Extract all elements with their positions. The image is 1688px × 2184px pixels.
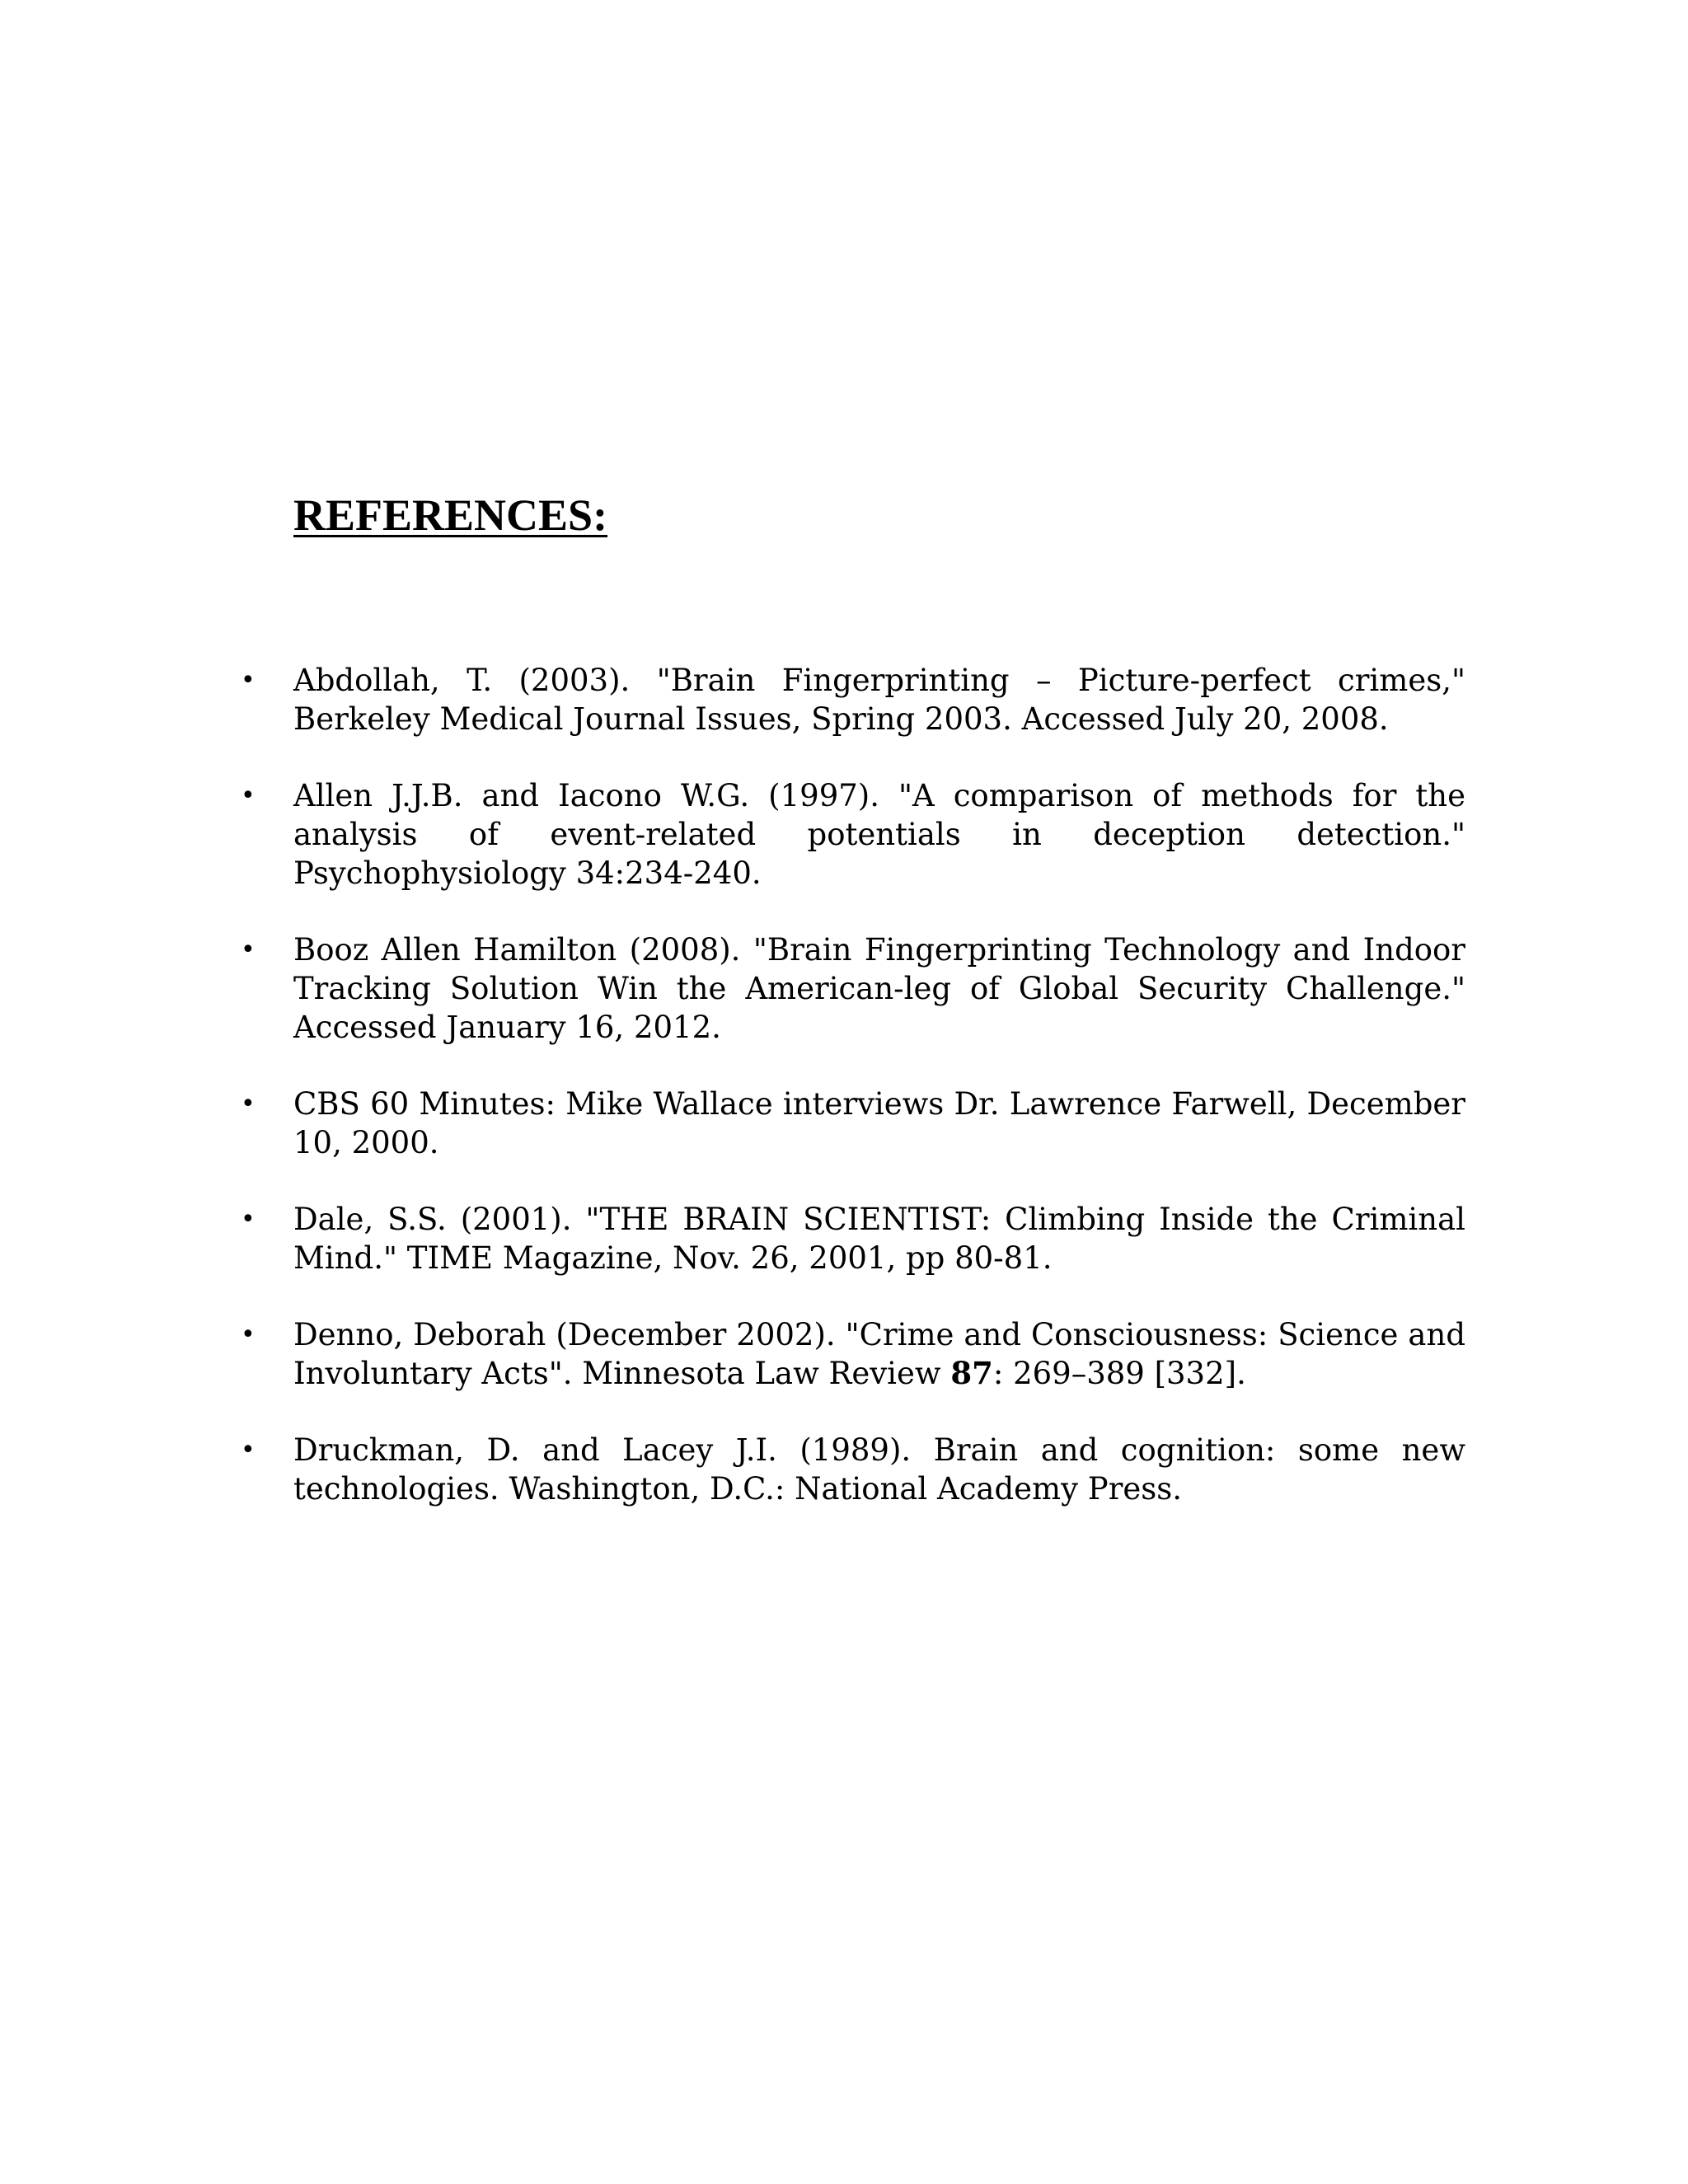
reference-text: Allen J.J.B. and Iacono W.G. (1997). "A comparison of methods for the analysis of event-related potentials in deception detection." Psychophysiology 34:234-240. bbox=[293, 778, 1465, 891]
reference-item bbox=[241, 1315, 1465, 1393]
reference-text-after: : 269–389 [332]. bbox=[992, 1356, 1246, 1391]
bullet-icon: • bbox=[241, 1090, 256, 1118]
bullet-icon: • bbox=[241, 781, 256, 810]
reference-text: CBS 60 Minutes: Mike Wallace interviews Dr. Lawrence Farwell, December 10, 2000. bbox=[293, 1086, 1465, 1160]
journal-volume: 87 bbox=[950, 1355, 993, 1391]
reference-item bbox=[241, 1200, 1465, 1277]
reference-item bbox=[241, 930, 1465, 1047]
reference-item bbox=[241, 661, 1465, 738]
reference-item bbox=[241, 1431, 1465, 1508]
reference-text: Abdollah, T. (2003). "Brain Fingerprinting – Picture-perfect crimes," Berkeley Medical Journal Issues, Spring 2003. Accessed July 20, 2008. bbox=[293, 663, 1465, 737]
references-list bbox=[241, 661, 1465, 1546]
bullet-icon: • bbox=[241, 935, 256, 964]
reference-text bbox=[293, 1317, 1465, 1391]
reference-item bbox=[241, 1085, 1465, 1162]
reference-text: Dale, S.S. (2001). "THE BRAIN SCIENTIST: Climbing Inside the Criminal Mind." TIME Magazine, Nov. 26, 2001, pp 80-81. bbox=[293, 1202, 1465, 1276]
bullet-icon: • bbox=[241, 1320, 256, 1349]
reference-item bbox=[241, 776, 1465, 893]
page-heading: REFERENCES: bbox=[293, 490, 608, 540]
reference-text: Druckman, D. and Lacey J.I. (1989). Brain and cognition: some new technologies. Washington, D.C.: National Academy Press. bbox=[293, 1432, 1465, 1507]
bullet-icon: • bbox=[241, 1205, 256, 1234]
reference-text-before: Denno, Deborah (December 2002). "Crime and Consciousness: Science and Involuntary Acts". Minnesota Law Review bbox=[293, 1317, 1465, 1391]
bullet-icon: • bbox=[241, 666, 256, 695]
bullet-icon: • bbox=[241, 1436, 256, 1465]
reference-text: Booz Allen Hamilton (2008). "Brain Fingerprinting Technology and Indoor Tracking Solution Win the American-leg of Global Security Challenge." Accessed January 16, 2012. bbox=[293, 932, 1465, 1045]
